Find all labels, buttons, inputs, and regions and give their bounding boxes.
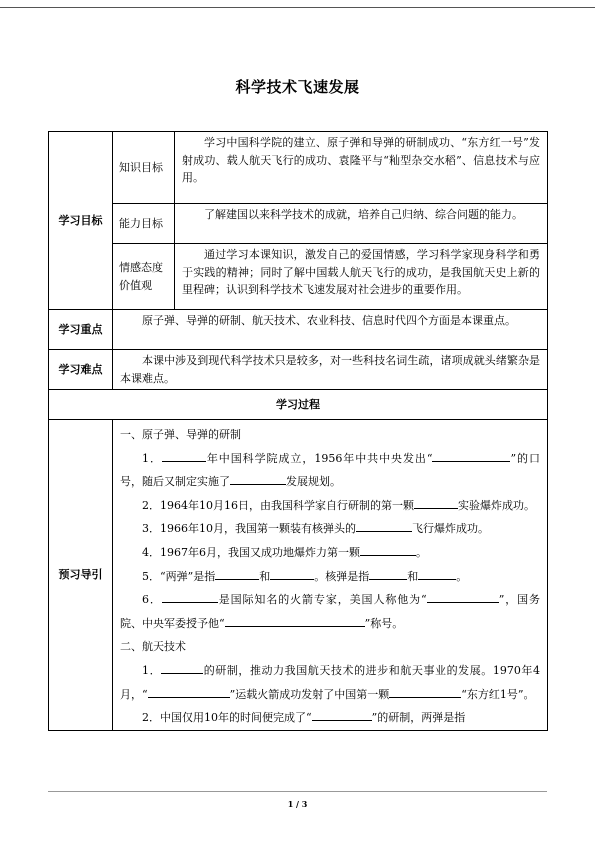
blank-field[interactable] <box>270 568 314 580</box>
footer-rule <box>48 791 547 792</box>
top-rule <box>0 7 595 8</box>
attitude-goal-text: 通过学习本课知识，激发自己的爱国情感，学习科学家现身科学和勇于实践的精神；同时了解中国载人航天飞行的成功，是我国航天史上新的里程碑；认识到科学技术飞速发展对社会进步的重要作用。 <box>175 244 548 310</box>
blank-field[interactable] <box>369 568 407 580</box>
blank-field[interactable] <box>162 591 218 603</box>
blank-field[interactable] <box>312 709 372 721</box>
page-title: 科学技术飞速发展 <box>235 78 360 96</box>
blank-field[interactable] <box>215 568 259 580</box>
blank-field[interactable] <box>360 544 416 556</box>
blank-field[interactable] <box>148 686 230 698</box>
objectives-header: 学习目标 <box>49 132 113 310</box>
lesson-table <box>48 131 548 731</box>
section-heading-2: 二、航天技术 <box>120 640 186 654</box>
blank-field[interactable] <box>414 497 458 509</box>
blank-field[interactable] <box>162 450 206 462</box>
attitude-goal-label: 情感态度价值观 <box>113 244 175 310</box>
ability-goal-label: 能力目标 <box>113 204 175 244</box>
question-4: 4．1967年6月，我国又成功地爆炸力第一颗 。 <box>142 545 427 559</box>
question-1: 1． 年中国科学院成立，1956年中共中央发出“ ”的口号，随后又制定实施了 发展规划。 <box>120 451 540 489</box>
question-8: 2．中国仅用10年的时间便完成了“ ”的研制，两弹是指 <box>142 711 466 725</box>
blank-field[interactable] <box>432 450 510 462</box>
question-3: 3．1966年10月，我国第一颗装有核弹头的 飞行爆炸成功。 <box>142 522 489 536</box>
blank-field[interactable] <box>427 591 499 603</box>
preview-header: 预习导引 <box>49 420 113 731</box>
knowledge-goal-text: 学习中国科学院的建立、原子弹和导弹的研制成功、“东方红一号”发射成功、载人航天飞行的成功、袁隆平与“籼型杂交水稻”、信息技术与应用。 <box>175 132 548 204</box>
key-points-text: 原子弹、导弹的研制、航天技术、农业科技、信息时代四个方面是本课重点。 <box>113 310 548 350</box>
section-heading-1: 一、原子弹、导弹的研制 <box>120 428 241 441</box>
key-points-header: 学习重点 <box>49 310 113 350</box>
blank-field[interactable] <box>418 568 456 580</box>
preview-content <box>113 420 548 731</box>
blank-field[interactable] <box>389 686 461 698</box>
knowledge-goal-label: 知识目标 <box>113 132 175 204</box>
question-5: 5．“两弹”是指 和 。核弹是指 和 。 <box>142 569 468 583</box>
question-2: 2．1964年10月16日，由我国科学家自行研制的第一颗 实验爆炸成功。 <box>142 498 535 512</box>
difficulties-text: 本课中涉及到现代科学技术只是较多，对一些科技名词生疏，诸项成就头绪繁杂是本课难点。 <box>113 350 548 390</box>
blank-field[interactable] <box>230 473 286 485</box>
blank-field[interactable] <box>161 662 203 674</box>
ability-goal-text: 了解建国以来科学技术的成就，培养自己归纳、综合问题的能力。 <box>175 204 548 244</box>
question-7: 1． 的研制，推动力我国航天技术的进步和航天事业的发展。1970年4月，“ ”运载火箭成功发射了中国第一颗 “东方红1号”。 <box>120 663 540 701</box>
page-number: 1 / 3 <box>287 799 308 809</box>
process-header: 学习过程 <box>49 390 548 420</box>
difficulties-header: 学习难点 <box>49 350 113 390</box>
blank-field[interactable] <box>225 615 365 627</box>
blank-field[interactable] <box>356 520 412 532</box>
question-6: 6． 是国际知名的火箭专家，美国人称他为“ ”，国务院、中央军委授予他“ ”称号。 <box>120 593 541 630</box>
